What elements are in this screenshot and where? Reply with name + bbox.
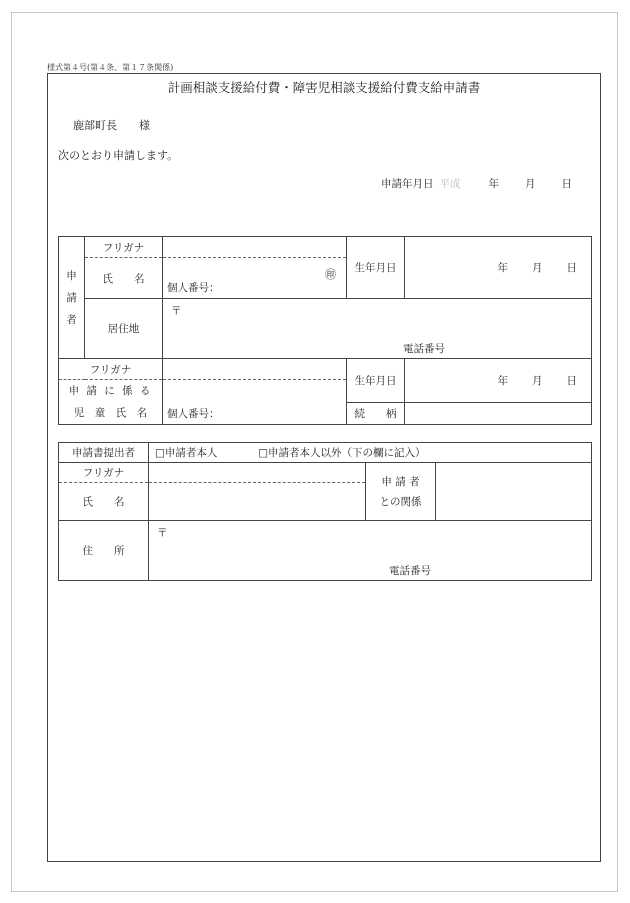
application-date-label: 申請年月日 bbox=[381, 178, 434, 190]
applicant-address-field[interactable] bbox=[163, 299, 592, 359]
applicant-phone-label: 電話番号 bbox=[403, 343, 445, 355]
form-frame bbox=[47, 73, 601, 862]
submitter-address-field[interactable] bbox=[149, 521, 592, 581]
application-date-row bbox=[381, 176, 572, 191]
month-label: 月 bbox=[525, 178, 536, 190]
child-name-field[interactable] bbox=[163, 380, 347, 425]
seal-mark: ㊞ bbox=[325, 268, 336, 281]
submitter-name-field[interactable] bbox=[149, 483, 366, 521]
submitter-table bbox=[58, 442, 592, 581]
option-other-checkbox[interactable]: □申請者本人以外（下の欄に記入） bbox=[258, 447, 426, 459]
year-label: 年 bbox=[488, 178, 499, 190]
submitter-label: 申請書提出者 bbox=[59, 443, 149, 463]
child-name-label: 申 請 に 係 る 児 童 氏 名 bbox=[59, 380, 163, 425]
form-title: 計画相談支援給付費・障害児相談支援給付費支給申請書 bbox=[167, 80, 481, 95]
applicant-name-label: 氏 名 bbox=[85, 258, 163, 299]
submitter-furigana-label: フリガナ bbox=[59, 463, 149, 483]
era-placeholder: 平成 bbox=[439, 178, 461, 190]
relationship-label: 続 柄 bbox=[347, 402, 405, 425]
form-number: 様式第４号(第４条、第１７条関係) bbox=[47, 63, 174, 72]
applicant-table bbox=[58, 236, 592, 425]
relation-field[interactable] bbox=[436, 463, 592, 521]
relation-label: 申 請 者 との関係 bbox=[366, 463, 436, 521]
child-personal-number-label: 個人番号： bbox=[167, 408, 220, 420]
postal-mark: 〒 bbox=[171, 305, 182, 317]
applicant-furigana-field[interactable] bbox=[163, 237, 347, 258]
applicant-name-field[interactable] bbox=[163, 258, 347, 299]
child-furigana-label: フリガナ bbox=[59, 359, 163, 380]
intro-text: 次のとおり申請します。 bbox=[58, 149, 179, 162]
child-birthdate-field[interactable]: 年 月 日 bbox=[405, 359, 592, 403]
applicant-furigana-label: フリガナ bbox=[85, 237, 163, 258]
relationship-field[interactable] bbox=[405, 402, 592, 425]
applicant-section-label: 申 請 者 bbox=[59, 237, 85, 359]
child-birthdate-label: 生年月日 bbox=[347, 359, 405, 403]
applicant-birthdate-field[interactable]: 年 月 日 bbox=[405, 237, 592, 299]
submitter-phone-label: 電話番号 bbox=[389, 565, 431, 577]
day-label: 日 bbox=[561, 178, 572, 190]
submitter-name-label: 氏 名 bbox=[59, 483, 149, 521]
submitter-options bbox=[149, 443, 592, 463]
submitter-furigana-field[interactable] bbox=[149, 463, 366, 483]
submitter-address-label: 住 所 bbox=[59, 521, 149, 581]
addressee: 鹿部町長 様 bbox=[73, 119, 150, 132]
submitter-postal-mark: 〒 bbox=[157, 527, 168, 539]
applicant-personal-number-label: 個人番号： bbox=[167, 282, 220, 294]
applicant-address-label: 居住地 bbox=[85, 299, 163, 359]
option-self-checkbox[interactable]: □申請者本人 bbox=[155, 447, 218, 459]
applicant-birthdate-label: 生年月日 bbox=[347, 237, 405, 299]
child-furigana-field[interactable] bbox=[163, 359, 347, 380]
